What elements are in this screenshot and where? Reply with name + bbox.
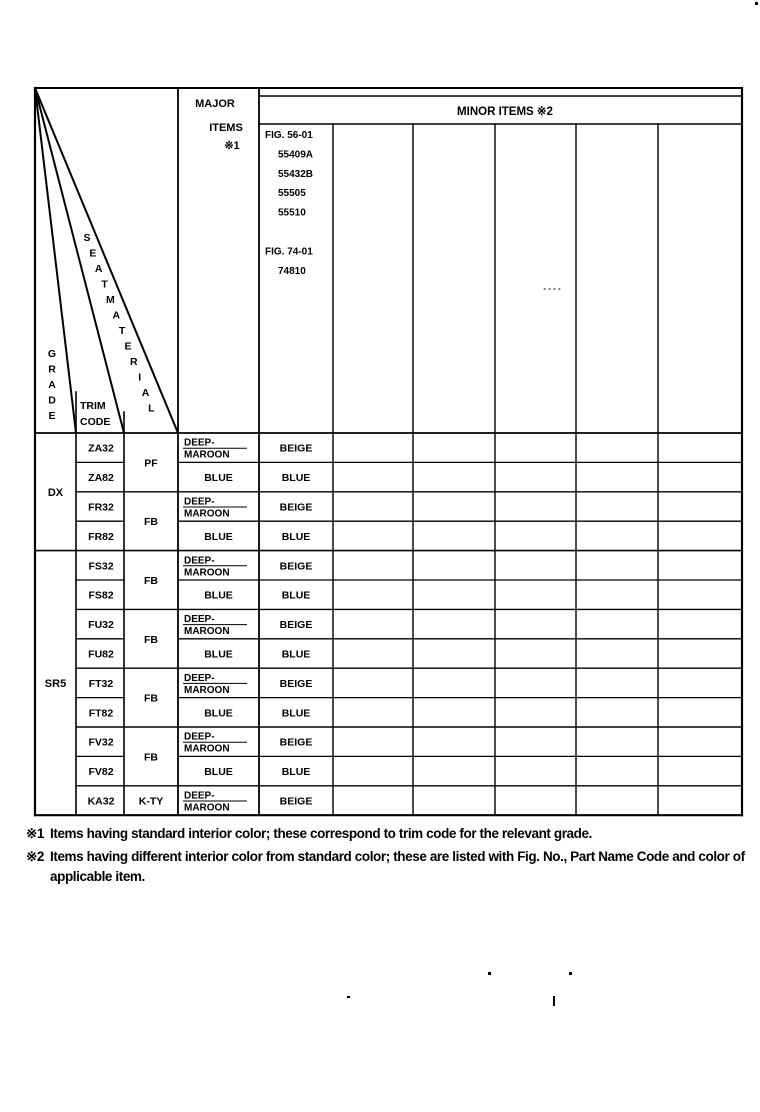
major-color-cell: DEEP-: [184, 437, 215, 449]
minor-color-cell: BEIGE: [279, 677, 313, 690]
major-color-cell: BLUE: [204, 766, 233, 779]
major-items-fig-entry: 55505: [278, 188, 306, 200]
scan-speck: [569, 972, 572, 975]
major-color-cell: MAROON: [184, 449, 230, 461]
minor-color-cell: BLUE: [281, 648, 311, 661]
minor-color-cell: BLUE: [281, 472, 311, 485]
seat-material-cell: FB: [144, 633, 158, 646]
major-color-cell: BLUE: [204, 530, 233, 543]
seat-material-label-letter: A: [112, 309, 121, 322]
major-color-cell: DEEP-: [184, 790, 215, 802]
trim-code-cell: ZA32: [88, 442, 114, 455]
trim-code-cell: FR32: [88, 501, 114, 514]
seat-material-label-letter: E: [124, 340, 132, 353]
major-color-cell: DEEP-: [184, 731, 215, 743]
major-items-label-line-1: MAJOR: [195, 98, 235, 110]
major-items-fig-list: [265, 130, 313, 277]
major-items-fig-entry: FIG. 56-01: [265, 130, 313, 141]
minor-items-label: MINOR ITEMS ※2: [457, 106, 553, 118]
seat-material-label-letter: A: [141, 387, 150, 399]
major-color-cell: BLUE: [204, 648, 233, 661]
trim-code-label-line-2: CODE: [80, 416, 111, 428]
major-items-label-line-3: ※1: [224, 140, 240, 152]
grade-cell: DX: [47, 486, 64, 499]
scan-speck: [553, 996, 555, 1006]
minor-color-cell: BEIGE: [279, 795, 313, 808]
minor-color-cell: BEIGE: [279, 442, 313, 455]
major-color-cell: MAROON: [184, 743, 230, 755]
seat-material-label-letter: R: [130, 356, 138, 368]
minor-color-cell: BEIGE: [279, 736, 313, 749]
footnote-1: [26, 824, 746, 844]
header-diagonals: [35, 88, 178, 433]
major-color-cell: BLUE: [204, 707, 233, 720]
seat-material-label-letter: L: [148, 402, 155, 415]
seat-material-cell: PF: [144, 457, 158, 470]
major-items-label-line-2: ITEMS: [209, 122, 243, 134]
seat-material-cell: K-TY: [138, 795, 164, 808]
major-items-fig-entry: 55432B: [278, 168, 314, 180]
minor-color-cell: BEIGE: [279, 501, 313, 514]
major-color-cell: MAROON: [184, 684, 230, 696]
major-color-cell: DEEP-: [184, 496, 215, 508]
trim-code-cell: FR82: [88, 530, 114, 543]
footnote-1-mark: ※1: [26, 826, 45, 841]
minor-color-cell: BLUE: [281, 766, 311, 779]
major-items-fig-entry: 74810: [278, 265, 306, 277]
footnote-1-text: Items having standard interior color; these correspond to trim code for the relevant grade.: [50, 826, 592, 841]
major-items-fig-entry: FIG. 74-01: [265, 246, 313, 258]
seat-material-cell: FB: [144, 516, 158, 529]
table-grid: [35, 88, 742, 815]
seat-material-label-letter: E: [89, 247, 97, 260]
seat-material-label-letter: T: [101, 278, 108, 291]
grade-label-letter: R: [48, 363, 56, 376]
trim-code-cell: FU32: [88, 619, 114, 632]
footnote-2-text: Items having different interior color from standard color; these are listed with Fig. No., Part Name Code and color of applicable item.: [50, 849, 745, 884]
major-color-cell: BLUE: [204, 472, 233, 485]
seat-material-cell: FB: [144, 751, 158, 764]
seat-material-cell: FB: [144, 575, 158, 587]
trim-code-cell: FS32: [88, 560, 114, 573]
grade-label: [48, 348, 56, 422]
trim-code-cell: FT82: [88, 707, 114, 720]
scan-speck: [347, 996, 350, 998]
minor-items-dash: - - - -: [543, 284, 561, 293]
trim-code-cell: FV32: [88, 736, 114, 749]
grade-label-letter: G: [47, 348, 57, 360]
major-items-fig-entry: 55510: [278, 207, 306, 219]
minor-color-cell: BLUE: [281, 530, 311, 543]
trim-code-cell: FU82: [88, 648, 114, 661]
major-color-cell: MAROON: [184, 626, 230, 638]
grade-label-letter: D: [48, 394, 56, 407]
seat-material-label-letter: I: [138, 371, 142, 384]
seat-material-label: [83, 232, 155, 415]
major-items-label: [195, 98, 243, 152]
footnote-2: [26, 847, 746, 887]
grade-label-letter: A: [48, 379, 56, 391]
footnotes: [26, 824, 746, 890]
seat-material-label-letter: A: [94, 263, 103, 275]
seat-material-label-letter: M: [106, 294, 115, 306]
minor-color-cell: BEIGE: [279, 560, 313, 573]
major-color-cell: MAROON: [184, 567, 230, 579]
trim-code-cell: FT32: [88, 677, 114, 690]
seat-material-label-letter: T: [118, 325, 126, 337]
major-color-cell: DEEP-: [184, 672, 215, 684]
major-color-cell: DEEP-: [184, 555, 215, 567]
footnote-2-mark: ※2: [26, 849, 45, 864]
grade-cell: SR5: [44, 677, 67, 690]
trim-code-cell: FS82: [88, 589, 114, 602]
seat-material-cell: FB: [144, 692, 158, 705]
grade-label-letter: E: [48, 410, 56, 422]
major-color-cell: DEEP-: [184, 614, 215, 626]
minor-color-cell: BLUE: [281, 589, 311, 602]
major-color-cell: MAROON: [184, 802, 230, 814]
trim-code-cell: KA32: [87, 795, 115, 808]
major-items-fig-entry: 55409A: [278, 149, 314, 161]
trim-code-label-line-1: TRIM: [80, 400, 106, 412]
scan-speck: [488, 972, 491, 975]
major-color-cell: BLUE: [204, 589, 233, 602]
minor-color-cell: BLUE: [281, 707, 311, 720]
major-color-cell: MAROON: [184, 508, 230, 520]
seat-material-label-letter: S: [83, 232, 91, 244]
table-header: [48, 98, 561, 428]
trim-code-cell: FV82: [88, 766, 114, 779]
minor-color-cell: BEIGE: [279, 619, 313, 632]
scan-speck: [755, 2, 758, 5]
trim-code-cell: ZA82: [88, 472, 114, 485]
